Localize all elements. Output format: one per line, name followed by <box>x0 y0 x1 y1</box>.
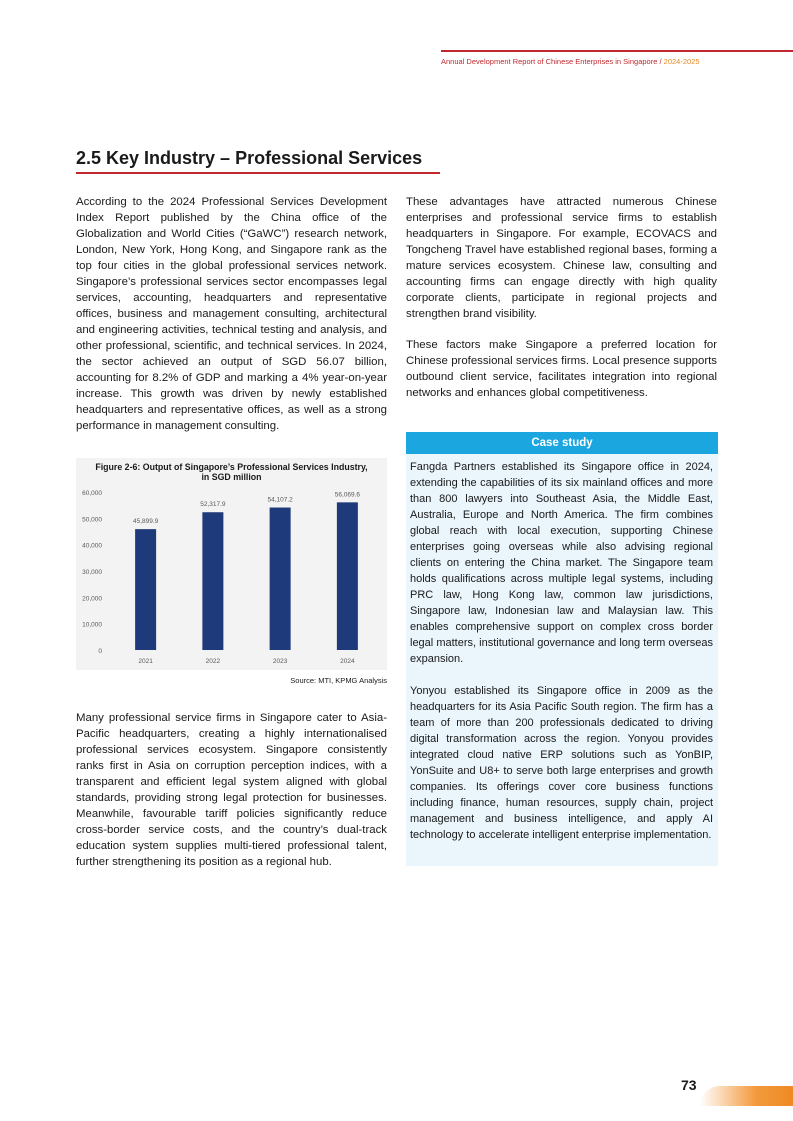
page-number: 73 <box>681 1077 697 1093</box>
right-paragraph-2: These factors make Singapore a preferred location for Chinese professional services firms. Local presence supports outbound client service, facilitates integration into regional networks and enhances global competitiveness. <box>406 339 717 399</box>
y-tick-label: 30,000 <box>82 569 102 576</box>
case-study-paragraph-1: Fangda Partners established its Singapore office in 2024, extending the capabilities of its six mainland offices and more than 800 lawyers into Southeast Asia, the Middle East, Australia, Europe and North America. The firm combines global reach with local execution, supporting Chinese enterprises going overseas while also advising regional clients on entering the China market. The Singapore team holds qualifications across multiple legal systems, including PRC law, Hong Kong law, common law jurisdictions, Singapore law, Indonesian law and Malaysian law. This enables comprehensive support on complex cross border legal matters, institutional governance and long term overseas expansion. <box>410 461 713 665</box>
case-study-paragraph-2: Yonyou established its Singapore office in 2009 as the headquarters for its Asia Pacific South region. The firm has a team of more than 200 professionals dedicated to driving digital transformation across the region. Yonyou provides integrated cloud native ERP solutions such as YonBIP, YonSuite and U8+ to serve both large enterprises and growth companies. Its offerings cover core business functions including finance, human resources, supply chain, project management and business intelligence, and apply AI technology to accelerate intelligent enterprise implementation. <box>410 685 713 841</box>
data-label-2022: 52,317.9 <box>200 501 226 509</box>
x-tick-label-2021: 2021 <box>138 658 153 665</box>
header-years: 2024-2025 <box>663 57 700 66</box>
y-tick-label: 50,000 <box>82 516 102 524</box>
chart-title-line-1: Figure 2-6: Output of Singapore’s Professional Services Industry, <box>95 462 368 472</box>
section-title-underline <box>76 172 440 174</box>
bar-2021 <box>135 529 156 650</box>
x-tick-label-2023: 2023 <box>272 658 288 665</box>
bar-chart <box>76 458 387 670</box>
bar-2023 <box>270 508 291 650</box>
chart-title <box>76 462 387 482</box>
y-tick-label: 60,000 <box>82 490 102 497</box>
bar-2024 <box>337 502 358 650</box>
y-tick-label: 0 <box>98 648 102 655</box>
chart-source: Source: MTI, KPMG Analysis <box>290 676 387 685</box>
header-report-title: Annual Development Report of Chinese Enterprises in Singapore <box>441 57 658 66</box>
case-study-heading: Case study <box>406 432 718 454</box>
data-label-2024: 56,069.6 <box>334 491 361 499</box>
case-study-box <box>406 454 718 866</box>
y-tick-label: 40,000 <box>82 542 102 550</box>
header-rule <box>441 50 793 52</box>
y-tick-label: 20,000 <box>82 595 102 603</box>
chart-figure <box>76 458 387 670</box>
left-paragraph-1: According to the 2024 Professional Services Development Index Report published by the China office of the Globalization and World Cities (“GaWC”) research network, London, New York, Hong Kong, and Singapore rank as the top four cities in the global professional services network. Singapore’s professional services sector encompasses legal services, accounting, headquarters and representative offices, business and management consulting, architectural and engineering activities, technical testing and analysis, and other professional, scientific, and technical services. In 2024, the sector achieved an output of SGD 56.07 billion, accounting for 8.2% of GDP and marking a 4% year-on-year increase. This growth was driven by newly established headquarters and representative offices, as well as a strong performance in management consulting. <box>76 196 387 432</box>
chart-title-line-2: in SGD million <box>201 472 262 482</box>
section-title: 2.5 Key Industry – Professional Services <box>76 148 423 168</box>
x-tick-label-2022: 2022 <box>205 658 221 665</box>
bar-2022 <box>202 512 223 650</box>
data-label-2021: 45,899.9 <box>132 518 159 526</box>
header-separator: / <box>657 57 664 66</box>
right-paragraph-1: These advantages have attracted numerous Chinese enterprises and professional service firms to establish headquarters in Singapore. For example, ECOVACS and Tongcheng Travel have established regional bases, forming a mature services ecosystem. Chinese law, consulting and accounting firms can engage directly with high quality corporate clients, participate in regional projects and strengthen brand visibility. <box>406 196 717 320</box>
y-tick-label: 10,000 <box>82 621 102 629</box>
data-label-2023: 54,107.2 <box>267 496 293 504</box>
x-tick-label-2024: 2024 <box>340 658 355 665</box>
left-paragraph-2: Many professional service firms in Singapore cater to Asia-Pacific headquarters, creating a highly internationalised professional services ecosystem. Singapore consistently ranks first in Asia on corruption perception indices, with a transparent and efficient legal system aligned with global standards, providing strong legal protection for businesses. Meanwhile, favourable tariff policies significantly reduce cross-border service costs, and the country’s dual-track education system supplies multi-tiered professional talent, further strengthening its position as a regional hub. <box>76 712 387 868</box>
page-corner-decoration <box>700 1086 793 1106</box>
running-header <box>441 57 793 66</box>
